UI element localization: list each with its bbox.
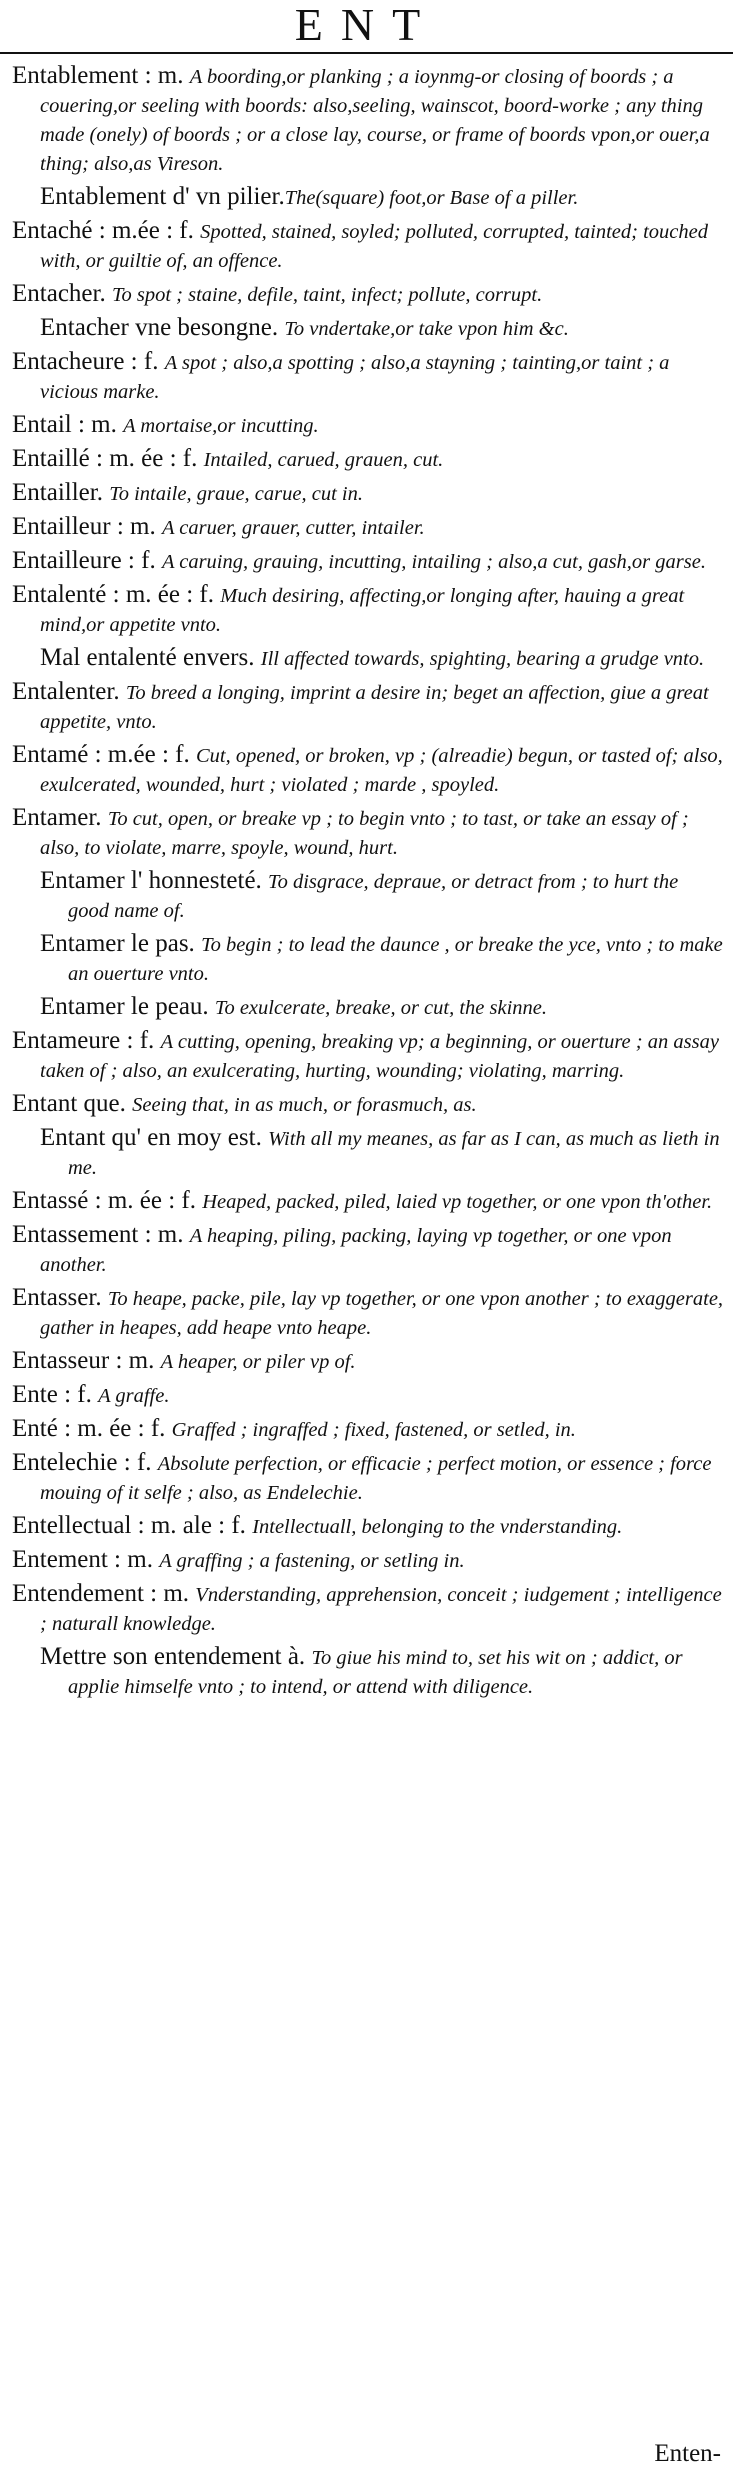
headword: Entameure : f. <box>12 1027 161 1054</box>
dictionary-entry <box>12 547 724 576</box>
definition: To cut, open, or breake vp ; to begin vnto ; to tast, or take an essay of ; also, to violate, marre, spoyle, wound, hurt. <box>40 808 689 859</box>
headword: Entailleure : f. <box>12 547 162 574</box>
dictionary-entry <box>12 1449 724 1507</box>
header-rule <box>0 52 733 54</box>
headword: Entalenter. <box>12 678 126 705</box>
dictionary-entry <box>12 479 724 508</box>
headword: Entaillé : m. ée : f. <box>12 445 204 472</box>
definition: With all my meanes, as far as I can, as much as lieth in me. <box>68 1128 720 1179</box>
dictionary-entry <box>12 581 724 639</box>
definition: To breed a longing, imprint a desire in; beget an affection, giue a great appetite, vnto. <box>40 682 709 733</box>
dictionary-entry <box>12 280 724 309</box>
definition: Seeing that, in as much, or forasmuch, as. <box>132 1094 477 1116</box>
headword: Entendement : m. <box>12 1580 196 1607</box>
dictionary-entry <box>12 411 724 440</box>
definition: To begin ; to lead the daunce , or breake the yce, vnto ; to make an ouerture vnto. <box>68 934 723 985</box>
definition: A mortaise,or incutting. <box>123 415 319 437</box>
definition: The(square) foot,or Base of a piller. <box>284 187 579 209</box>
definition: To exulcerate, breake, or cut, the skinne. <box>214 997 548 1019</box>
dictionary-entry <box>12 1580 724 1638</box>
headword: Entellectual : m. ale : f. <box>12 1512 253 1539</box>
headword: Mettre son entendement à. <box>40 1643 312 1670</box>
definition: Intailed, carued, grauen, cut. <box>203 449 444 471</box>
headword: Entasseur : m. <box>12 1347 161 1374</box>
definition: Cut, opened, or broken, vp ; (alreadie) begun, or tasted of; also, exulcerated, wounded, hurt ; violated ; marde , spoyled. <box>40 745 723 796</box>
dictionary-entry <box>12 62 724 178</box>
sub-entry <box>12 930 724 988</box>
definition: To spot ; staine, defile, taint, infect; pollute, corrupt. <box>111 284 543 306</box>
definition: A heaping, piling, packing, laying vp together, or one vpon another. <box>40 1225 672 1276</box>
headword: Entassé : m. ée : f. <box>12 1187 203 1214</box>
definition: Absolute perfection, or efficacie ; perfect motion, or essence ; force mouing of it selfe ; also, as Endelechie. <box>40 1453 712 1504</box>
definition: Ill affected towards, spighting, bearing a grudge vnto. <box>260 648 705 670</box>
definition: A graffing ; a fastening, or setling in. <box>159 1550 465 1572</box>
headword: Entement : m. <box>12 1546 160 1573</box>
definition: A spot ; also,a spotting ; also,a stayning ; tainting,or taint ; a vicious marke. <box>40 352 670 403</box>
dictionary-entry <box>12 513 724 542</box>
definition: Spotted, stained, soyled; polluted, corrupted, tainted; touched with, or guiltie of, an offence. <box>40 221 708 272</box>
dictionary-entry <box>12 445 724 474</box>
catchword: Enten- <box>654 2440 721 2467</box>
dictionary-entry <box>12 1512 724 1541</box>
headword: Entacher vne besongne. <box>40 314 285 341</box>
headword: Entablement d' vn pilier. <box>40 183 285 210</box>
headword: Entailler. <box>12 479 110 506</box>
dictionary-entry <box>12 1347 724 1376</box>
headword: Entamer le pas. <box>40 930 202 957</box>
dictionary-entry <box>12 1221 724 1279</box>
headword: Entaché : m.ée : f. <box>12 217 201 244</box>
headword: Entamer l' honnesteté. <box>40 867 269 894</box>
definition: A cutting, opening, breaking vp; a beginning, or ouerture ; an assay taken of ; also, an exulcerating, hurting, wounding; violating, marring. <box>40 1031 719 1082</box>
definition: Much desiring, affecting,or longing after, hauing a great mind,or appetite vnto. <box>40 585 685 636</box>
dictionary-entry <box>12 678 724 736</box>
dictionary-entry <box>12 1415 724 1444</box>
definition: To heape, packe, pile, lay vp together, or one vpon another ; to exaggerate, gather in heapes, add heape vnto heape. <box>40 1288 724 1339</box>
definition: Graffed ; ingraffed ; fixed, fastened, or setled, in. <box>171 1419 576 1441</box>
dictionary-entry <box>12 1284 724 1342</box>
headword: Entamer le peau. <box>40 993 215 1020</box>
dictionary-entry <box>12 1187 724 1216</box>
headword: Mal entalenté envers. <box>40 644 261 671</box>
sub-entry <box>12 314 724 343</box>
dictionary-entry <box>12 1027 724 1085</box>
dictionary-entry <box>12 348 724 406</box>
sub-entry <box>12 993 724 1022</box>
sub-entry <box>12 183 724 212</box>
headword: Entalenté : m. ée : f. <box>12 581 221 608</box>
headword: Entacheure : f. <box>12 348 165 375</box>
headword: Entamer. <box>12 804 108 831</box>
definition: Heaped, packed, piled, laied vp together, or one vpon th'other. <box>202 1191 713 1213</box>
headword: Entailleur : m. <box>12 513 162 540</box>
dictionary-entry <box>12 1546 724 1575</box>
definition: A caruing, grauing, incutting, intailing ; also,a cut, gash,or garse. <box>161 551 706 573</box>
dictionary-entry <box>12 217 724 275</box>
definition: Vnderstanding, apprehension, conceit ; iudgement ; intelligence ; naturall knowledge. <box>40 1584 722 1635</box>
headword: Entelechie : f. <box>12 1449 158 1476</box>
dictionary-entry <box>12 1090 724 1119</box>
entry-list <box>12 62 724 1706</box>
definition: To giue his mind to, set his wit on ; addict, or applie himselfe vnto ; to intend, or attend with diligence. <box>68 1647 683 1698</box>
dictionary-entry <box>12 804 724 862</box>
sub-entry <box>12 644 724 673</box>
sub-entry <box>12 1124 724 1182</box>
headword: Entamé : m.ée : f. <box>12 741 196 768</box>
dictionary-entry <box>12 1381 724 1410</box>
headword: Entail : m. <box>12 411 124 438</box>
headword: Entacher. <box>12 280 112 307</box>
running-head: ENT <box>294 0 439 50</box>
sub-entry <box>12 867 724 925</box>
headword: Entablement : m. <box>12 62 190 89</box>
headword: Entant qu' en moy est. <box>40 1124 269 1151</box>
definition: To vndertake,or take vpon him &c. <box>284 318 569 340</box>
definition: A caruer, grauer, cutter, intailer. <box>161 517 425 539</box>
headword: Entassement : m. <box>12 1221 190 1248</box>
definition: Intellectuall, belonging to the vnderstanding. <box>252 1516 623 1538</box>
headword: Ente : f. <box>12 1381 99 1408</box>
headword: Entasser. <box>12 1284 108 1311</box>
sub-entry <box>12 1643 724 1701</box>
definition: To disgrace, depraue, or detract from ; to hurt the good name of. <box>68 871 679 922</box>
dictionary-entry <box>12 741 724 799</box>
definition: To intaile, graue, carue, cut in. <box>109 483 363 505</box>
definition: A heaper, or piler vp of. <box>160 1351 356 1373</box>
definition: A boording,or planking ; a ioynmg-or closing of boords ; a couering,or seeling with boords: also,seeling, wainscot, boord-worke ; any thing made (onely) of boords ; or a close lay, course, or frame of boords vpon,or ouer,a thing; also,as Vireson. <box>40 66 710 175</box>
headword: Entant que. <box>12 1090 133 1117</box>
headword: Enté : m. ée : f. <box>12 1415 172 1442</box>
definition: A graffe. <box>98 1385 170 1407</box>
